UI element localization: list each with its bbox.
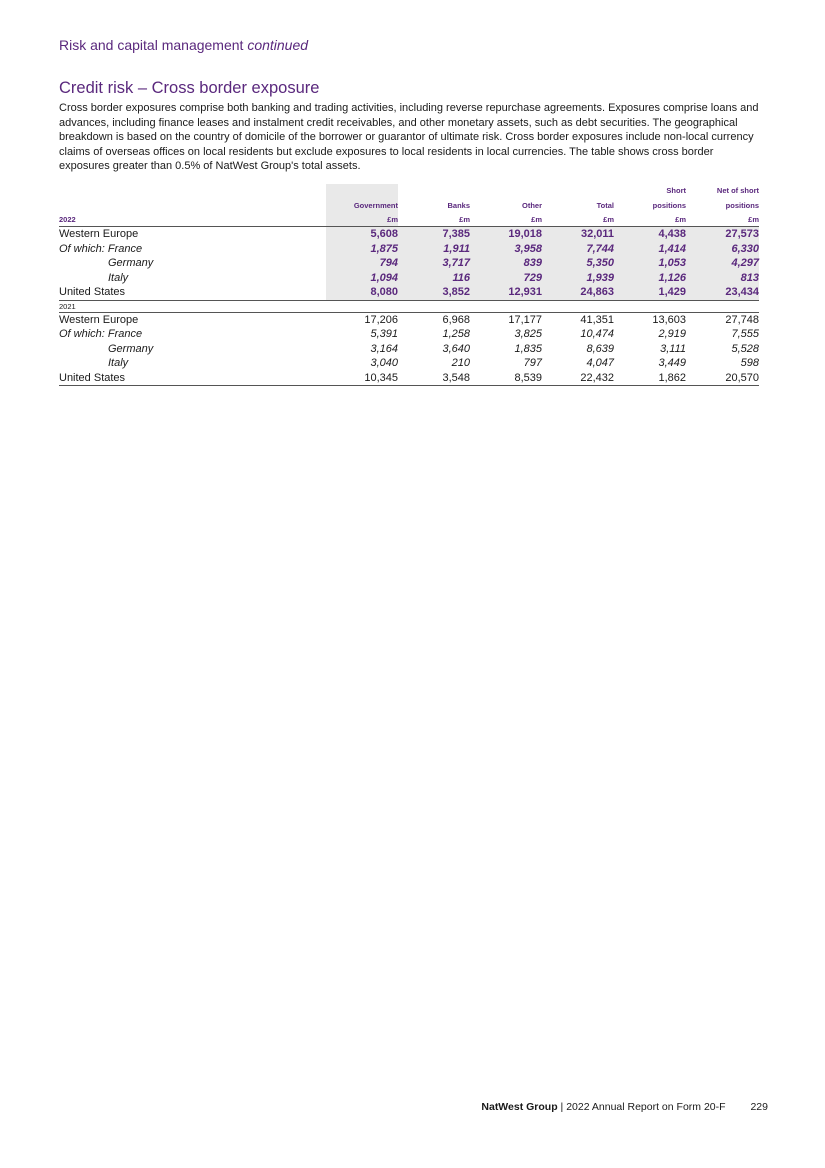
cell-value: 3,825 — [514, 328, 542, 340]
col-header-other: Other — [521, 200, 542, 210]
cell-value: 32,011 — [542, 227, 614, 242]
year-row-prior — [59, 300, 759, 312]
table-row — [59, 242, 759, 257]
cell-value: 10,345 — [326, 371, 398, 386]
header-row-units — [59, 213, 759, 227]
cell-value: 10,474 — [580, 328, 614, 340]
cell-value: 3,449 — [658, 357, 686, 369]
col-header-top: Short — [666, 186, 686, 195]
col-unit: £m — [614, 213, 686, 227]
cell-value: 27,573 — [686, 227, 759, 242]
col-header-short-positions: positions — [652, 200, 686, 210]
cell-value: 17,206 — [364, 313, 398, 326]
cross-border-table — [59, 184, 759, 386]
cell-value: 5,350 — [542, 256, 614, 271]
table-row — [59, 285, 759, 300]
col-header-government: Government — [326, 199, 398, 214]
header-row-top — [59, 184, 759, 199]
row-label: Italy — [108, 357, 129, 369]
col-unit: £m — [398, 213, 470, 227]
cell-value: 20,570 — [686, 371, 759, 386]
cell-value: 12,931 — [470, 285, 542, 300]
cell-value: 4,297 — [686, 256, 759, 271]
cell-value: 8,539 — [470, 371, 542, 386]
cell-value: 1,053 — [614, 256, 686, 271]
cell-value: 27,748 — [725, 313, 759, 326]
cell-value: 5,391 — [370, 328, 398, 340]
col-header-net-of-short: positions — [725, 200, 759, 210]
row-label: Western Europe — [59, 313, 139, 326]
table-row — [59, 312, 759, 327]
cell-value: 598 — [740, 357, 759, 369]
cell-value: 19,018 — [470, 227, 542, 242]
cell-value: 7,555 — [731, 328, 759, 340]
cell-value: 8,080 — [326, 285, 398, 300]
cell-value: 1,258 — [442, 328, 470, 340]
page-number: 229 — [750, 1101, 768, 1113]
table-row — [59, 327, 759, 342]
cell-value: 1,939 — [542, 271, 614, 286]
cell-value: 1,126 — [614, 271, 686, 286]
cell-value: 3,852 — [398, 285, 470, 300]
cell-value: 6,330 — [686, 242, 759, 257]
col-unit: £m — [470, 213, 542, 227]
col-header-top — [326, 184, 398, 199]
page-title: Credit risk – Cross border exposure — [59, 79, 320, 97]
cell-value: 1,414 — [614, 242, 686, 257]
cell-value: 5,528 — [731, 342, 759, 355]
col-header-banks: Banks — [447, 200, 470, 210]
cell-value: 2,919 — [658, 328, 686, 340]
row-label: Of which: France — [59, 328, 143, 340]
table-row — [59, 227, 759, 242]
row-label: United States — [59, 371, 326, 386]
cell-value: 794 — [326, 256, 398, 271]
cell-value: 8,639 — [586, 342, 614, 355]
cell-value: 1,862 — [614, 371, 686, 386]
col-unit: £m — [326, 213, 398, 227]
cell-value: 813 — [686, 271, 759, 286]
header-row-mid — [59, 199, 759, 214]
cell-value: 22,432 — [542, 371, 614, 386]
cell-value: 4,438 — [614, 227, 686, 242]
table-row — [59, 356, 759, 371]
col-header-top — [542, 184, 614, 199]
cell-value: 1,429 — [614, 285, 686, 300]
cell-value: 13,603 — [652, 313, 686, 326]
table-row — [59, 371, 759, 386]
table-row — [59, 256, 759, 271]
cell-value: 1,875 — [326, 242, 398, 257]
cell-value: 3,958 — [470, 242, 542, 257]
col-header-top — [398, 184, 470, 199]
cell-value: 24,863 — [542, 285, 614, 300]
row-label: Italy — [108, 271, 129, 284]
cell-value: 41,351 — [580, 313, 614, 326]
cell-value: 6,968 — [442, 313, 470, 326]
cell-value: 1,835 — [514, 342, 542, 355]
col-header-top — [470, 184, 542, 199]
cell-value: 3,164 — [370, 342, 398, 355]
row-label: Western Europe — [59, 228, 139, 240]
page-footer — [0, 1101, 768, 1113]
year-label-prior: 2021 — [59, 300, 326, 312]
cell-value: 3,717 — [398, 256, 470, 271]
row-label: Germany — [108, 342, 154, 355]
row-label: Germany — [108, 257, 154, 269]
cell-value: 5,608 — [326, 227, 398, 242]
cell-value: 1,911 — [398, 242, 470, 257]
cell-value: 17,177 — [508, 313, 542, 326]
section-title: Risk and capital management — [59, 37, 244, 53]
cell-value: 3,111 — [660, 342, 686, 355]
col-unit: £m — [542, 213, 614, 227]
row-label: United States — [59, 286, 126, 298]
row-label: Of which: France — [59, 242, 143, 255]
cell-value: 116 — [398, 271, 470, 286]
cell-value: 210 — [451, 357, 470, 369]
cell-value: 3,040 — [370, 357, 398, 369]
footer-brand: NatWest Group — [481, 1101, 558, 1113]
col-unit: £m — [686, 213, 759, 227]
cell-value: 729 — [470, 271, 542, 286]
cell-value: 7,385 — [398, 227, 470, 242]
cell-value: 3,548 — [398, 371, 470, 386]
cell-value: 4,047 — [586, 357, 614, 369]
table-row — [59, 342, 759, 357]
cell-value: 839 — [470, 256, 542, 271]
cell-value: 1,094 — [326, 271, 398, 286]
year-label-current: 2022 — [59, 213, 326, 227]
cell-value: 7,744 — [542, 242, 614, 257]
intro-paragraph: Cross border exposures comprise both banking and trading activities, including reverse repurchase agreements. Exposures comprise loans and advances, including finance leases and instalment credit receivables, and other monetary assets, such as debt securities. The geographical breakdown is based on the country of domicile of the borrower or guarantor of ultimate risk. Cross border exposures include non-local currency claims of overseas offices on local residents but exclude exposures to local residents in local currencies. The table shows cross border exposures greater than 0.5% of NatWest Group's total assets. — [59, 102, 759, 172]
section-header — [59, 37, 308, 53]
cell-value: 23,434 — [686, 285, 759, 300]
col-header-total: Total — [596, 200, 614, 210]
cell-value: 3,640 — [442, 342, 470, 355]
footer-report-title: | 2022 Annual Report on Form 20-F — [560, 1101, 726, 1113]
cell-value: 797 — [523, 357, 542, 369]
section-continued: continued — [247, 37, 309, 53]
col-header-top: Net of short — [716, 186, 759, 195]
table-row — [59, 271, 759, 286]
